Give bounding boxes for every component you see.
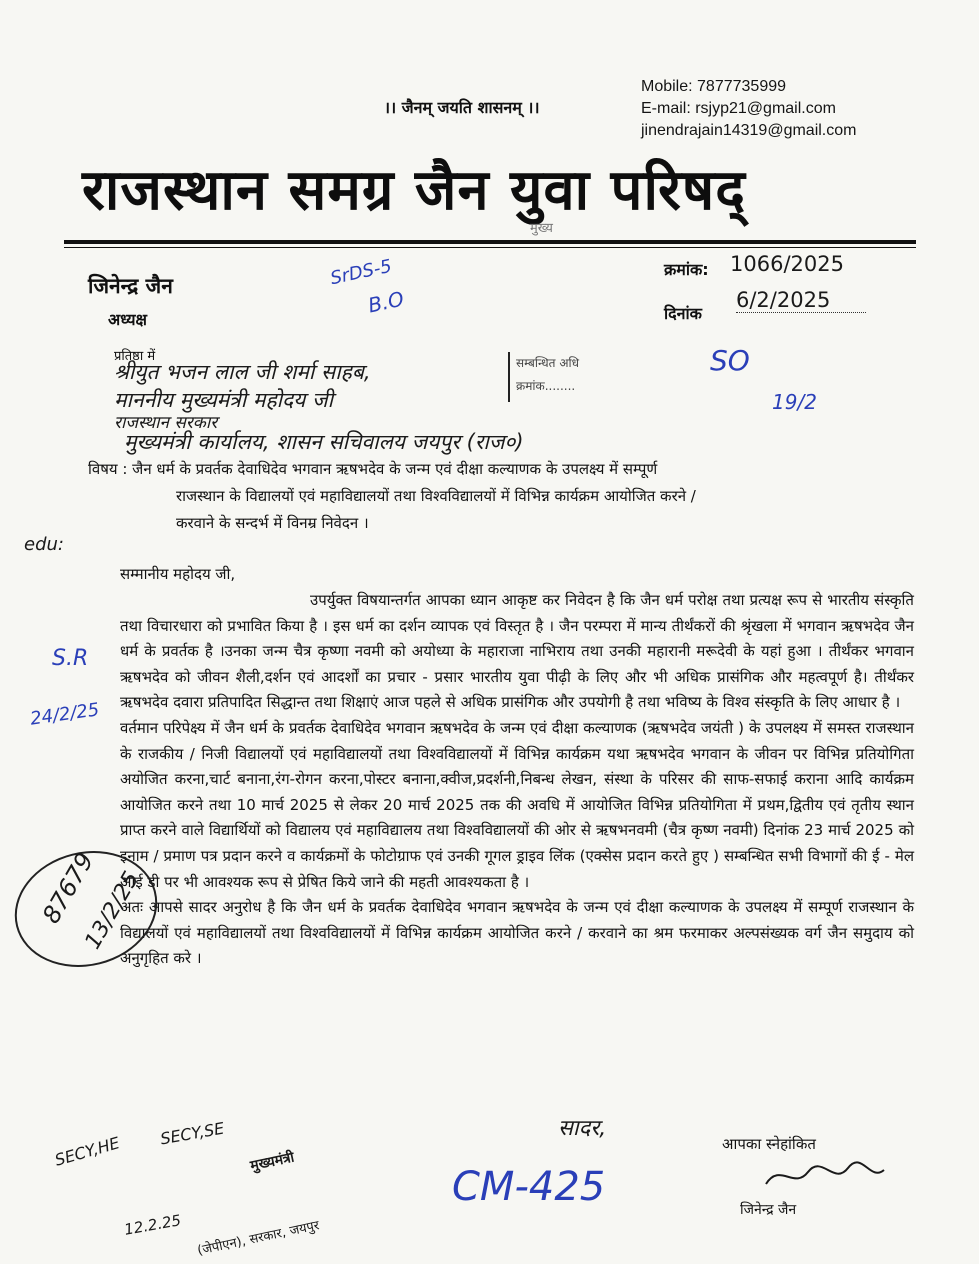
- circle-date: 13/2/25: [80, 867, 145, 954]
- annotation-sr-date: 24/2/25: [28, 699, 101, 730]
- subject-line: करवाने के सन्दर्भ में विनम्र निवेदन ।: [176, 514, 369, 532]
- stamp-line: सम्बन्धित अधि: [516, 356, 579, 370]
- ref-value: 1066/2025: [730, 252, 844, 276]
- letter-body: [120, 588, 914, 972]
- annotation-date-bottom: 12.2.25: [122, 1211, 183, 1239]
- motto: ।। जैनम् जयति शासनम् ।।: [384, 98, 540, 117]
- annotation-sadar: सादर,: [558, 1116, 607, 1141]
- receipt-stamp: [508, 352, 760, 402]
- signer-name: जिनेन्द्र जैन: [740, 1202, 797, 1218]
- ref-label: क्रमांक:: [664, 260, 709, 279]
- address-line: मुख्यमंत्री कार्यालय, शासन सचिवालय जयपुर (राज०): [124, 430, 524, 454]
- address-line: माननीय मुख्यमंत्री महोदय जी: [114, 388, 334, 412]
- annotation-cm-number: CM-425: [452, 1164, 606, 1210]
- contact-block: [641, 76, 856, 142]
- address-line: राजस्थान सरकार: [114, 413, 218, 433]
- signature-scrawl: [760, 1156, 890, 1196]
- email-primary: E-mail: rsjyp21@gmail.com: [641, 100, 836, 117]
- annotation-secy-se: SECY,SE: [158, 1118, 226, 1149]
- header-rule-thick: [64, 240, 916, 244]
- header-rule-thin: [64, 247, 916, 248]
- salutation: सम्मानीय महोदय जी,: [120, 565, 236, 583]
- date-label: दिनांक: [664, 304, 702, 323]
- annotation-secy-he: SECY,HE: [52, 1133, 122, 1170]
- mobile-number: Mobile: 7877735999: [641, 78, 787, 95]
- to-label: प्रतिष्ठा में: [114, 349, 156, 364]
- office-stamp: मुख्यमंत्री: [248, 1149, 296, 1175]
- organization-title: राजस्थान समग्र जैन युवा परिषद्: [82, 158, 746, 223]
- body-paragraph: उपर्युक्त विषयान्तर्गत आपका ध्यान आकृष्ट कर निवेदन है कि जैन धर्म परोक्ष तथा प्रत्यक्ष रूप से भारतीय संस्कृति तथा विचारधारा को प्रभावित किया है । इस धर्म का दर्शन व्यापक एवं विस्तृत है । जैन परम्परा में मान्य तीर्थंकरों की श्रृंखला में भगवान ऋषभदेव जैन धर्म के प्रवर्तक है ।उनका जन्म चैत्र कृष्णा नवमी को अयोध्या के महाराजा नाभिराय तथा उनकी महारानी मरूदेवी के यहां हुआ । तीर्थंकर भगवान ऋषभदेव को जीवन शैली,दर्शन एवं आदर्शों का प्रचार - प्रसार भारतीय युवा पीढ़ी के लिए और भी अधिक प्रासंगिक और महत्वपूर्ण है। तीर्थंकर ऋषभदेव दवारा प्रतिपादित सिद्धान्त तथा शिक्षाएं आज पहले से अधिक प्रासंगिक और उपयोगी है तथा भविष्य के विश्व संस्कृति के लिए आधार है ।: [120, 591, 914, 712]
- annotation-bo: B.O: [365, 286, 406, 318]
- stamp-line: क्रमांक........: [516, 379, 576, 393]
- office-stamp-2: (जेपीएन), सरकार, जयपुर: [196, 1218, 321, 1259]
- closing-phrase: आपका स्नेहांकित: [722, 1135, 816, 1153]
- email-secondary: jinendrajain14319@gmail.com: [641, 122, 857, 139]
- circle-number: 87679: [36, 847, 100, 929]
- body-paragraph: अतः आपसे सादर अनुरोध है कि जैन धर्म के प्रवर्तक देवाधिदेव भगवान ऋषभदेव के जन्म एवं दीक्षा कल्याणक के उपलक्ष्य में सम्पूर्ण राजस्थान के विद्यालयों एवं महाविद्यालयों तथा विश्वविद्यालयों में विभिन्न कार्यक्रम आयोजित करने / करवाने का श्रम फरमाकर अल्पसंख्यक वर्ग जैन समुदाय को अनुगृहित करे ।: [120, 898, 914, 968]
- annotation-sr: S.R: [52, 646, 89, 671]
- annotation-so-date: 19/2: [772, 390, 817, 414]
- president-name: जिनेन्द्र जैन: [88, 274, 173, 298]
- signature: [760, 1156, 890, 1203]
- president-role: अध्यक्ष: [108, 310, 147, 329]
- annotation-edu: edu:: [24, 534, 64, 555]
- stroke-initial: मुख्य: [530, 221, 553, 236]
- date-value: 6/2/2025: [736, 288, 866, 313]
- annotation-so: SO: [710, 344, 750, 377]
- subject: [88, 456, 878, 537]
- subject-line: विषय : जैन धर्म के प्रवर्तक देवाधिदेव भगवान ऋषभदेव के जन्म एवं दीक्षा कल्याणक के उपलक्ष्य में सम्पूर्ण: [88, 460, 658, 478]
- annotation-srds: SrDS-5: [328, 255, 394, 290]
- body-paragraph: वर्तमान परिपेक्ष्य में जैन धर्म के प्रवर्तक देवाधिदेव भगवान ऋषभदेव के जन्म एवं दीक्षा कल्याणक (ऋषभदेव जयंती ) के उपलक्ष्य में समस्त राजस्थान के राजकीय / निजी विद्यालयों एवं महाविद्यालयों तथा विश्वविद्यालयों में विभिन्न कार्यक्रम यथा ऋषभदेव भगवान के जीवन पर विभिन्न प्रतियोगिता अयोजित करना,चार्ट बनाना,रंग-रोगन करना,पोस्टर बनाना,क्वीज,प्रदर्शनी,निबन्ध लेखन, संस्था के परिसर की साफ-सफाई कराना आदि कार्यक्रम आयोजित करने तथा 10 मार्च 2025 से लेकर 20 मार्च 2025 तक की अवधि में आयोजित विभिन्न प्रतियोगिता में प्रथम,द्वितीय एवं तृतीय स्थान प्राप्त करने वाले विद्यार्थियों को विद्यालय एवं महाविद्यालय तथा विश्वविद्यालयों की ओर से ऋषभनवमी (चैत्र कृष्ण नवमी) दिनांक 23 मार्च 2025 को इनाम / प्रमाण पत्र प्रदान करने व कार्यक्रमों के फोटोग्राफ एवं उनकी गूगल ड्राइव लिंक (एक्सेस प्रदान करते हुए ) सम्बन्धित सभी विभागों की ई - मेल आई डी पर भी आवश्यक रूप से प्रेषित किये जाने की महती आवश्यकता है ।: [120, 718, 914, 891]
- address-line: श्रीयुत भजन लाल जी शर्मा साहब,: [114, 360, 371, 384]
- subject-line: राजस्थान के विद्यालयों एवं महाविद्यालयों तथा विश्वविद्यालयों में विभिन्न कार्यक्रम आयोजित करने /: [176, 487, 696, 505]
